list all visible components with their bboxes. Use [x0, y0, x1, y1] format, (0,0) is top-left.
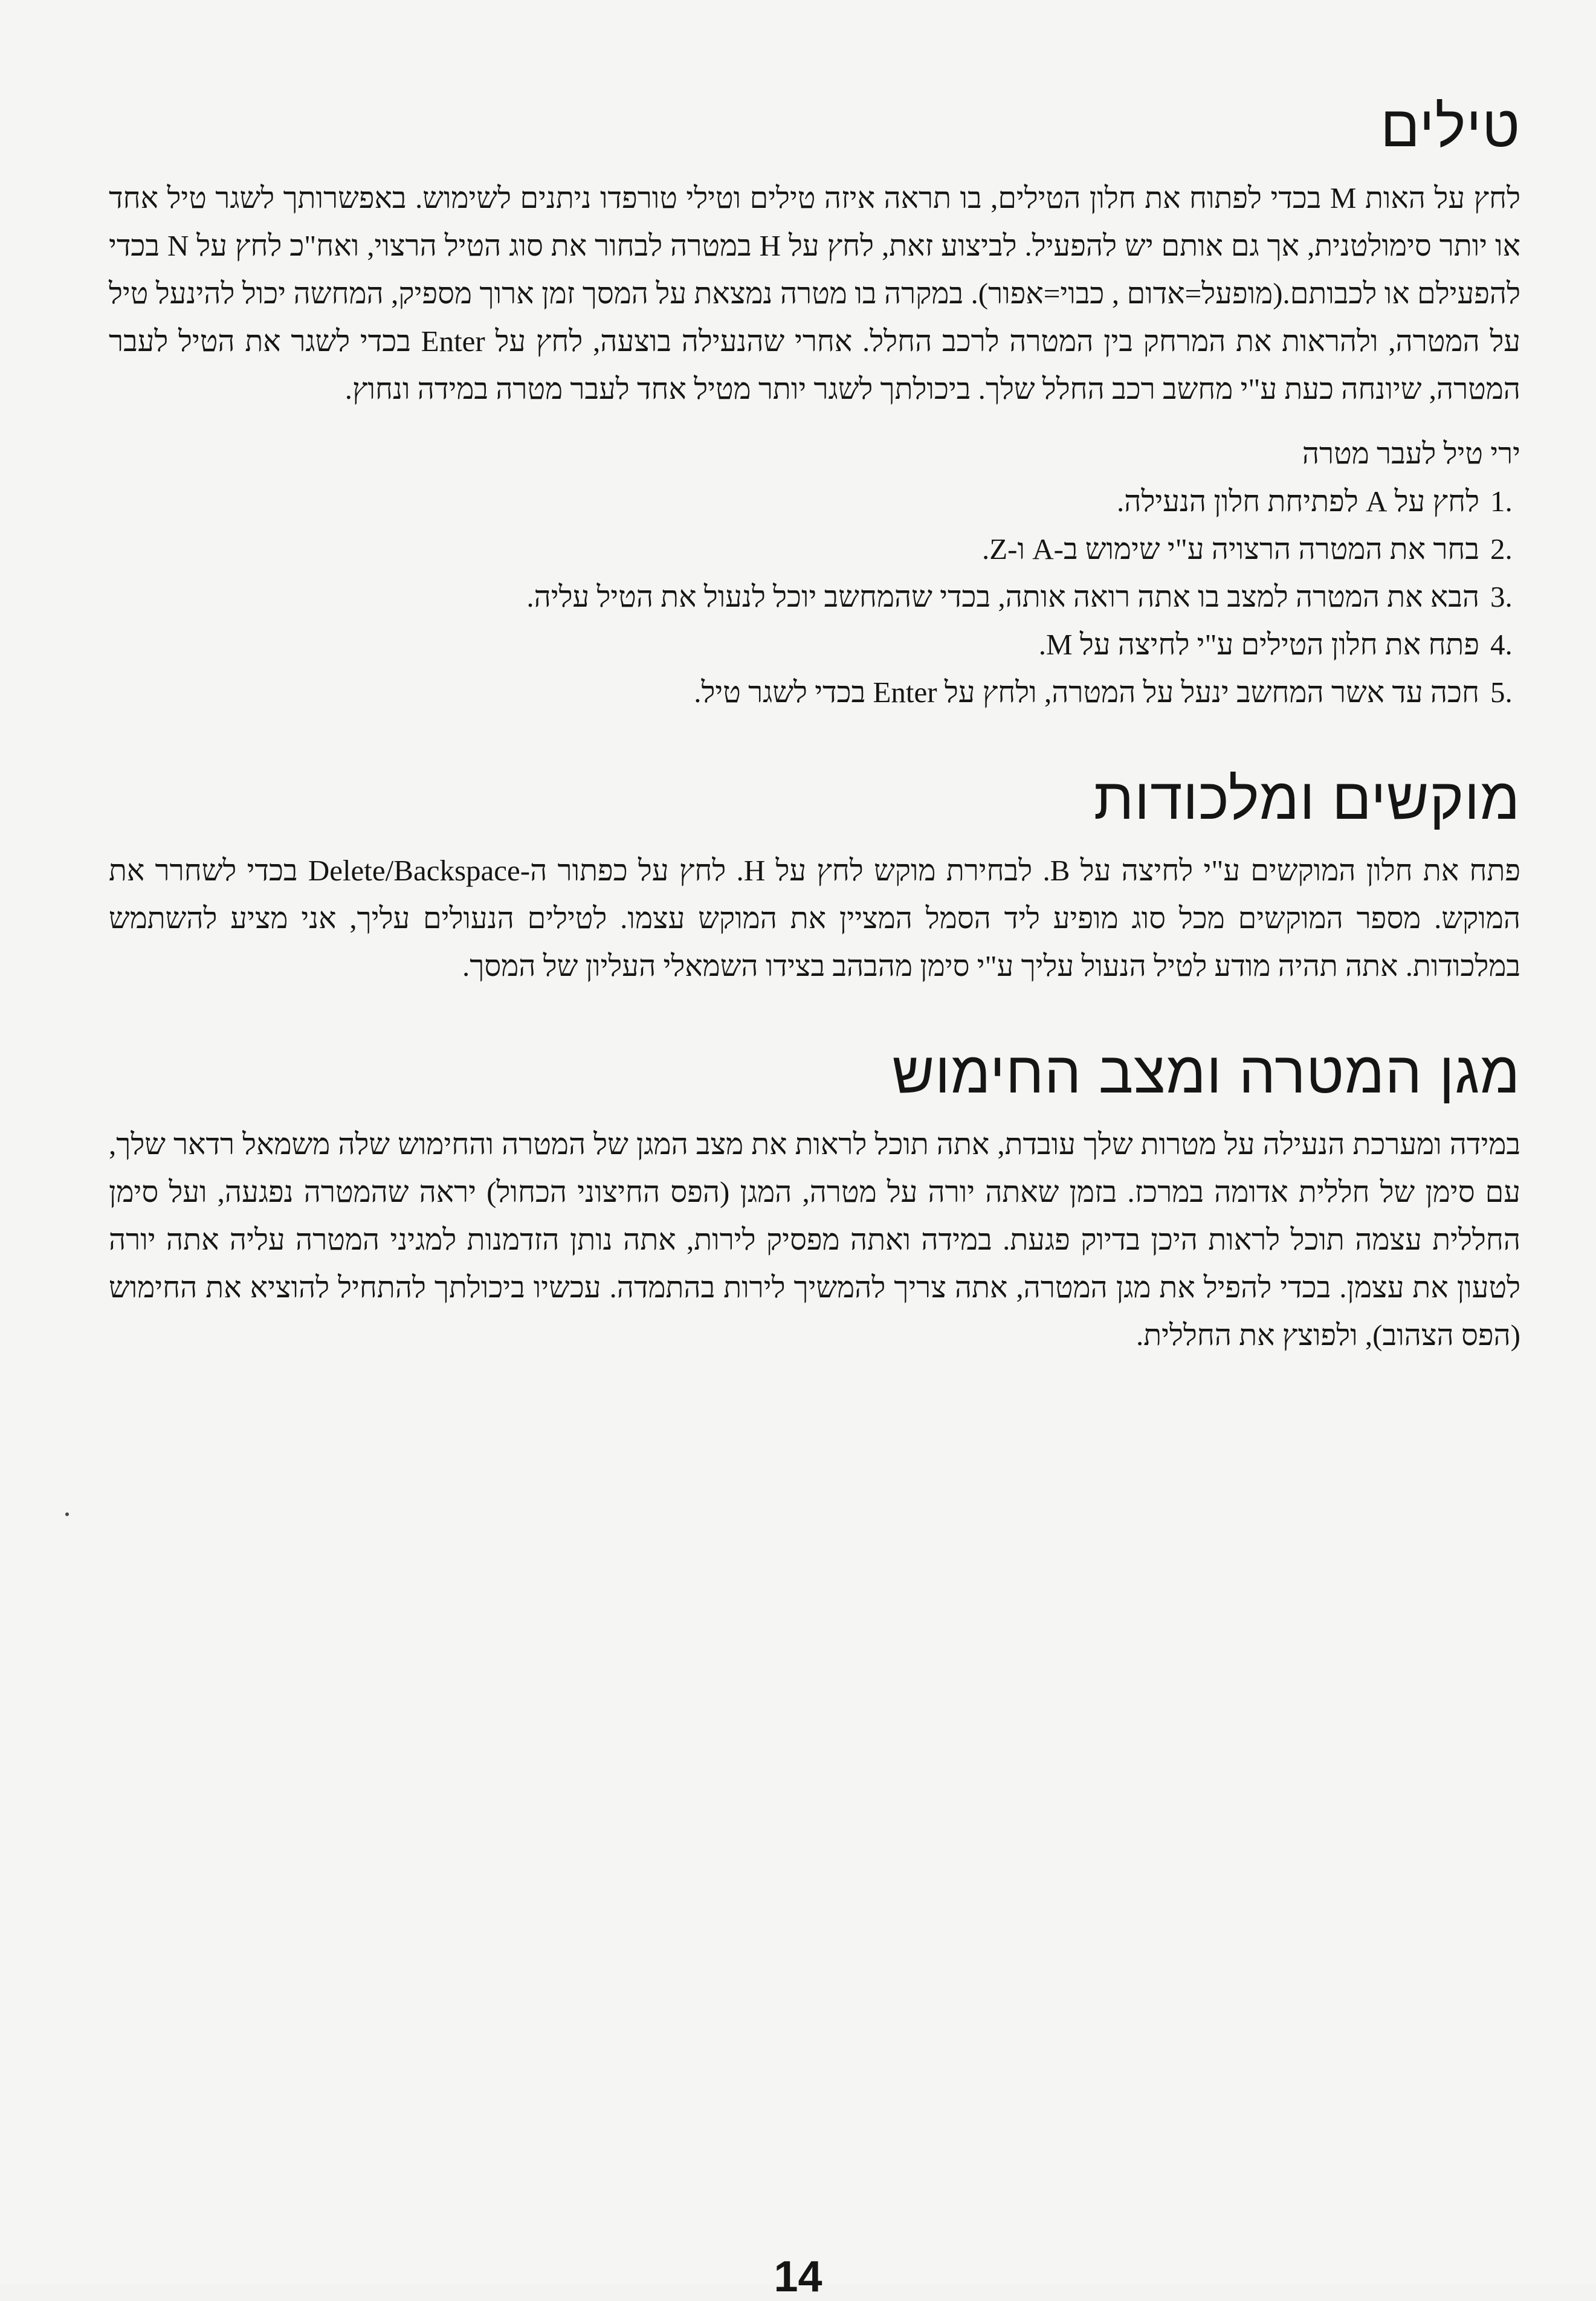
- step-text: הבא את המטרה למצב בו אתה רואה אותה, בכדי שהמחשב יוכל לנעול את הטיל עליה.: [526, 580, 1479, 613]
- missile-fire-subheading: ירי טיל לעבר מטרה: [1302, 437, 1520, 470]
- step-number: 3.: [1490, 580, 1513, 613]
- section-title-shield: מגן המטרה ומצב החימוש: [892, 1041, 1520, 1105]
- page-content: [109, 91, 1520, 1359]
- mines-paragraph: פתח את חלון המוקשים ע"י לחיצה על B. לבחירת מוקש לחץ על H. לחץ על כפתור ה-Delete/Backspace בכדי לשחרר את המוקש. מספר המוקשים מכל סוג מופיע ליד הסמל המציין את המוקש עצמו. לטילים הנעולים עליך, אני מציע להשתמש במלכודות. אתה תהיה מודע לטיל הנעול עליך ע"י סימן מהבהב בצידו השמאלי העליון של המסך.: [109, 854, 1521, 983]
- print-speck: [65, 1512, 69, 1516]
- step-number: 5.: [1490, 676, 1513, 709]
- section-title-mines: מוקשים ומלכודות: [1093, 767, 1520, 831]
- section-title-missiles: טילים: [1380, 94, 1520, 159]
- section-shield-armament: [109, 1037, 1520, 1359]
- missile-fire-steps: [109, 477, 1520, 716]
- missiles-paragraph: לחץ על האות M בכדי לפתוח את חלון הטילים, בו תראה איזה טילים וטילי טורפדו ניתנים לשימוש. באפשרותך לשגר טיל אחד או יותר סימולטנית, אך גם אותם יש להפעיל. לביצוע זאת, לחץ על H במטרה לבחור את סוג הטיל הרצוי, ואח"כ לחץ על N בכדי להפעילם או לכבותם.(מופעל=אדום , כבוי=אפור). במקרה בו מטרה נמצאת על המסך זמן ארוך מספיק, המחשה יכול להינעל טיל על המטרה, ולהראות את המרחק בין המטרה לרכב החלל. אחרי שהנעילה בוצעה, לחץ על Enter בכדי לשגר את הטיל לעבר המטרה, שיונחה כעת ע"י מחשב רכב החלל שלך. ביכולתך לשגר יותר מטיל אחד לעבר מטרה במידה ונחוץ.: [109, 181, 1521, 405]
- shield-paragraph: במידה ומערכת הנעילה על מטרות שלך עובדת, אתה תוכל לראות את מצב המגן של המטרה והחימוש שלה משמאל רדאר שלך, עם סימן של חללית אדומה במרכז. בזמן שאתה יורה על מטרה, המגן (הפס החיצוני הכחול) יראה שהמטרה נפגעה, ועל סימן החללית עצמה תוכל לראות היכן בדיוק פגעת. במידה ואתה מפסיק לירות, אתה נותן הזדמנות למגיני המטרה עליה אתה יורה לטעון את עצמן. בכדי להפיל את מגן המטרה, אתה צריך להמשיך לירות בהתמדה. עכשיו ביכולתך להתחיל להוציא את החימוש (הפס הצהוב), ולפוצץ את החללית.: [109, 1128, 1520, 1352]
- list-item: [109, 477, 1520, 525]
- step-text: בחר את המטרה הרצויה ע"י שימוש ב-A ו-Z.: [981, 532, 1479, 566]
- list-item: [109, 668, 1520, 716]
- step-number: 2.: [1490, 532, 1513, 566]
- step-text: פתח את חלון הטילים ע"י לחיצה על M.: [1038, 628, 1479, 661]
- step-text: לחץ על A לפתיחת חלון הנעילה.: [1117, 485, 1479, 518]
- list-item: [109, 525, 1520, 573]
- step-number: 1.: [1490, 485, 1513, 518]
- page-number: 14: [774, 2253, 822, 2301]
- section-mines: [109, 763, 1520, 990]
- section-missiles: [109, 91, 1520, 716]
- list-item: [109, 621, 1520, 668]
- list-item: [109, 573, 1520, 621]
- step-text: חכה עד אשר המחשב ינעל על המטרה, ולחץ על Enter בכדי לשגר טיל.: [694, 676, 1479, 709]
- step-number: 4.: [1490, 628, 1513, 661]
